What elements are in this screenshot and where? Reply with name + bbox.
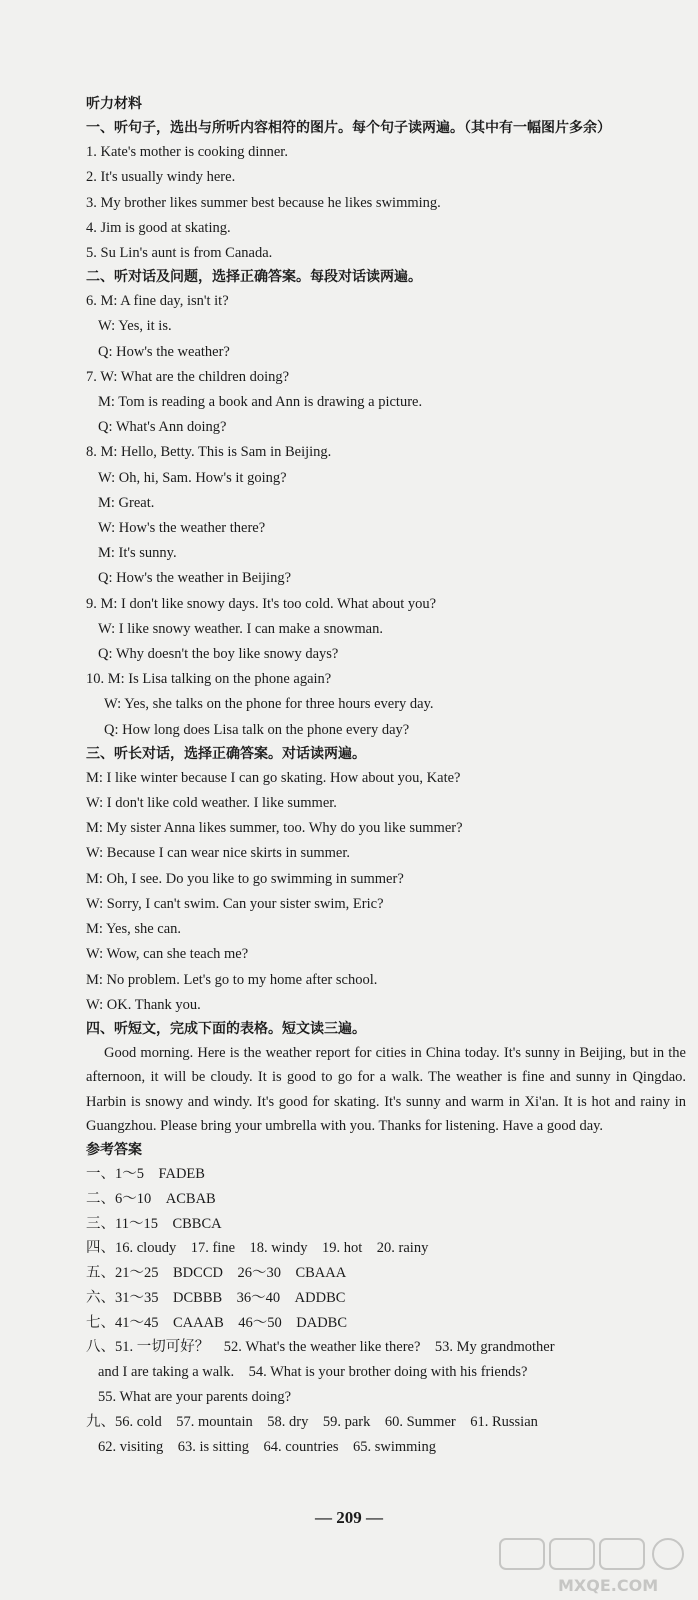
answer-line: 五、21～25 BDCCD 26～30 CBAAA <box>86 1265 347 1282</box>
page-number: — 209 — <box>315 1508 383 1527</box>
dialog-line: Q: How's the weather? <box>98 343 230 360</box>
dialog-line: 7. W: What are the children doing? <box>86 368 290 385</box>
answer-line: 八、51. 一切可好？ 52. What's the weather like there? 53. My grandmother <box>86 1339 555 1356</box>
dialog-line: W: Because I can wear nice skirts in summer. <box>86 845 350 862</box>
dialog-line: W: I like snowy weather. I can make a snowman. <box>98 620 383 637</box>
answer-line: 七、41～45 CAAAB 46～50 DADBC <box>86 1314 348 1331</box>
part1-title: 一、听句子，选出与所听内容相符的图片。每个句子读两遍。（其中有一幅图片多余） <box>86 120 611 137</box>
answer-line: 62. visiting 63. is sitting 64. countries 65. swimming <box>98 1438 436 1455</box>
part4-title: 四、听短文，完成下面的表格。短文读三遍。 <box>86 1020 366 1037</box>
dialog-line: 8. M: Hello, Betty. This is Sam in Beijing. <box>86 444 332 461</box>
dialog-line: W: How's the weather there? <box>98 520 266 537</box>
dialog-line: 9. M: I don't like snowy days. It's too cold. What about you? <box>86 595 437 612</box>
part3-title: 三、听长对话，选择正确答案。对话读两遍。 <box>86 745 366 762</box>
dialog-line: M: Oh, I see. Do you like to go swimming in summer? <box>86 870 404 887</box>
dialog-line: Q: How long does Lisa talk on the phone every day? <box>104 721 410 738</box>
dialog-line: W: Wow, can she teach me? <box>86 946 249 963</box>
answer-line: 六、31～35 DCBBB 36～40 ADDBC <box>86 1289 346 1306</box>
part1-item: 2. It's usually windy here. <box>86 169 236 186</box>
dialog-line: W: OK. Thank you. <box>86 996 201 1013</box>
weather-report-paragraph <box>86 1041 686 1139</box>
dialog-line: M: Tom is reading a book and Ann is drawing a picture. <box>98 394 423 411</box>
part1-item: 1. Kate's mother is cooking dinner. <box>86 144 288 161</box>
answer-line: 一、1～5 FADEB <box>86 1165 205 1182</box>
dialog-line: M: No problem. Let's go to my home after school. <box>86 971 378 988</box>
dialog-line: 10. M: Is Lisa talking on the phone again? <box>86 671 332 688</box>
dialog-line: Q: What's Ann doing? <box>98 419 227 436</box>
dialog-line: W: Yes, it is. <box>98 318 172 335</box>
dialog-line: W: I don't like cold weather. I like summer. <box>86 795 337 812</box>
answer-line: 九、56. cold 57. mountain 58. dry 59. park 60. Summer 61. Russian <box>86 1413 538 1430</box>
answers-title: 参考答案 <box>86 1141 142 1158</box>
dialog-line: M: My sister Anna likes summer, too. Why do you like summer? <box>86 820 463 837</box>
answer-line: 三、11～15 CBBCA <box>86 1215 222 1232</box>
page-content <box>86 92 686 1459</box>
watermark-logo <box>498 1535 688 1595</box>
dialog-line: W: Yes, she talks on the phone for three hours every day. <box>104 696 434 713</box>
watermark-text: MXQE.COM <box>558 1576 659 1595</box>
dialog-line: W: Oh, hi, Sam. How's it going? <box>98 469 287 486</box>
section-header: 听力材料 <box>86 96 142 112</box>
dialog-line: M: It's sunny. <box>98 545 177 562</box>
paragraph-text: Good morning. Here is the weather report for cities in China today. It's sunny in Beijing, but in the afternoon, it will be cloudy. It is good to go for a walk. The weather is fine and sunny in Qingdao. Harbin is snowy and windy. It's good for skating. It's sunny and warm in Xi'an. It is hot and rainy in Guangzhou. Please bring your umbrella with you. Thanks for listening. Have a good day. <box>86 1044 686 1135</box>
answer-line: 55. What are your parents doing? <box>98 1389 292 1406</box>
dialog-line: 6. M: A fine day, isn't it? <box>86 293 229 310</box>
dialog-line: M: I like winter because I can go skating. How about you, Kate? <box>86 769 461 786</box>
dialog-line: M: Yes, she can. <box>86 921 182 938</box>
part2-title: 二、听对话及问题，选择正确答案。每段对话读两遍。 <box>86 269 422 286</box>
answer-line: 四、16. cloudy 17. fine 18. windy 19. hot 20. rainy <box>86 1240 429 1257</box>
dialog-line: Q: Why doesn't the boy like snowy days? <box>98 646 339 663</box>
part1-item: 3. My brother likes summer best because he likes swimming. <box>86 194 441 211</box>
dialog-line: M: Great. <box>98 494 155 511</box>
dialog-line: Q: How's the weather in Beijing? <box>98 570 292 587</box>
answer-line: and I are taking a walk. 54. What is your brother doing with his friends? <box>98 1364 528 1381</box>
part1-item: 4. Jim is good at skating. <box>86 219 231 236</box>
answer-line: 二、6～10 ACBAB <box>86 1190 216 1207</box>
dialog-line: W: Sorry, I can't swim. Can your sister swim, Eric? <box>86 895 384 912</box>
part1-item: 5. Su Lin's aunt is from Canada. <box>86 245 273 262</box>
